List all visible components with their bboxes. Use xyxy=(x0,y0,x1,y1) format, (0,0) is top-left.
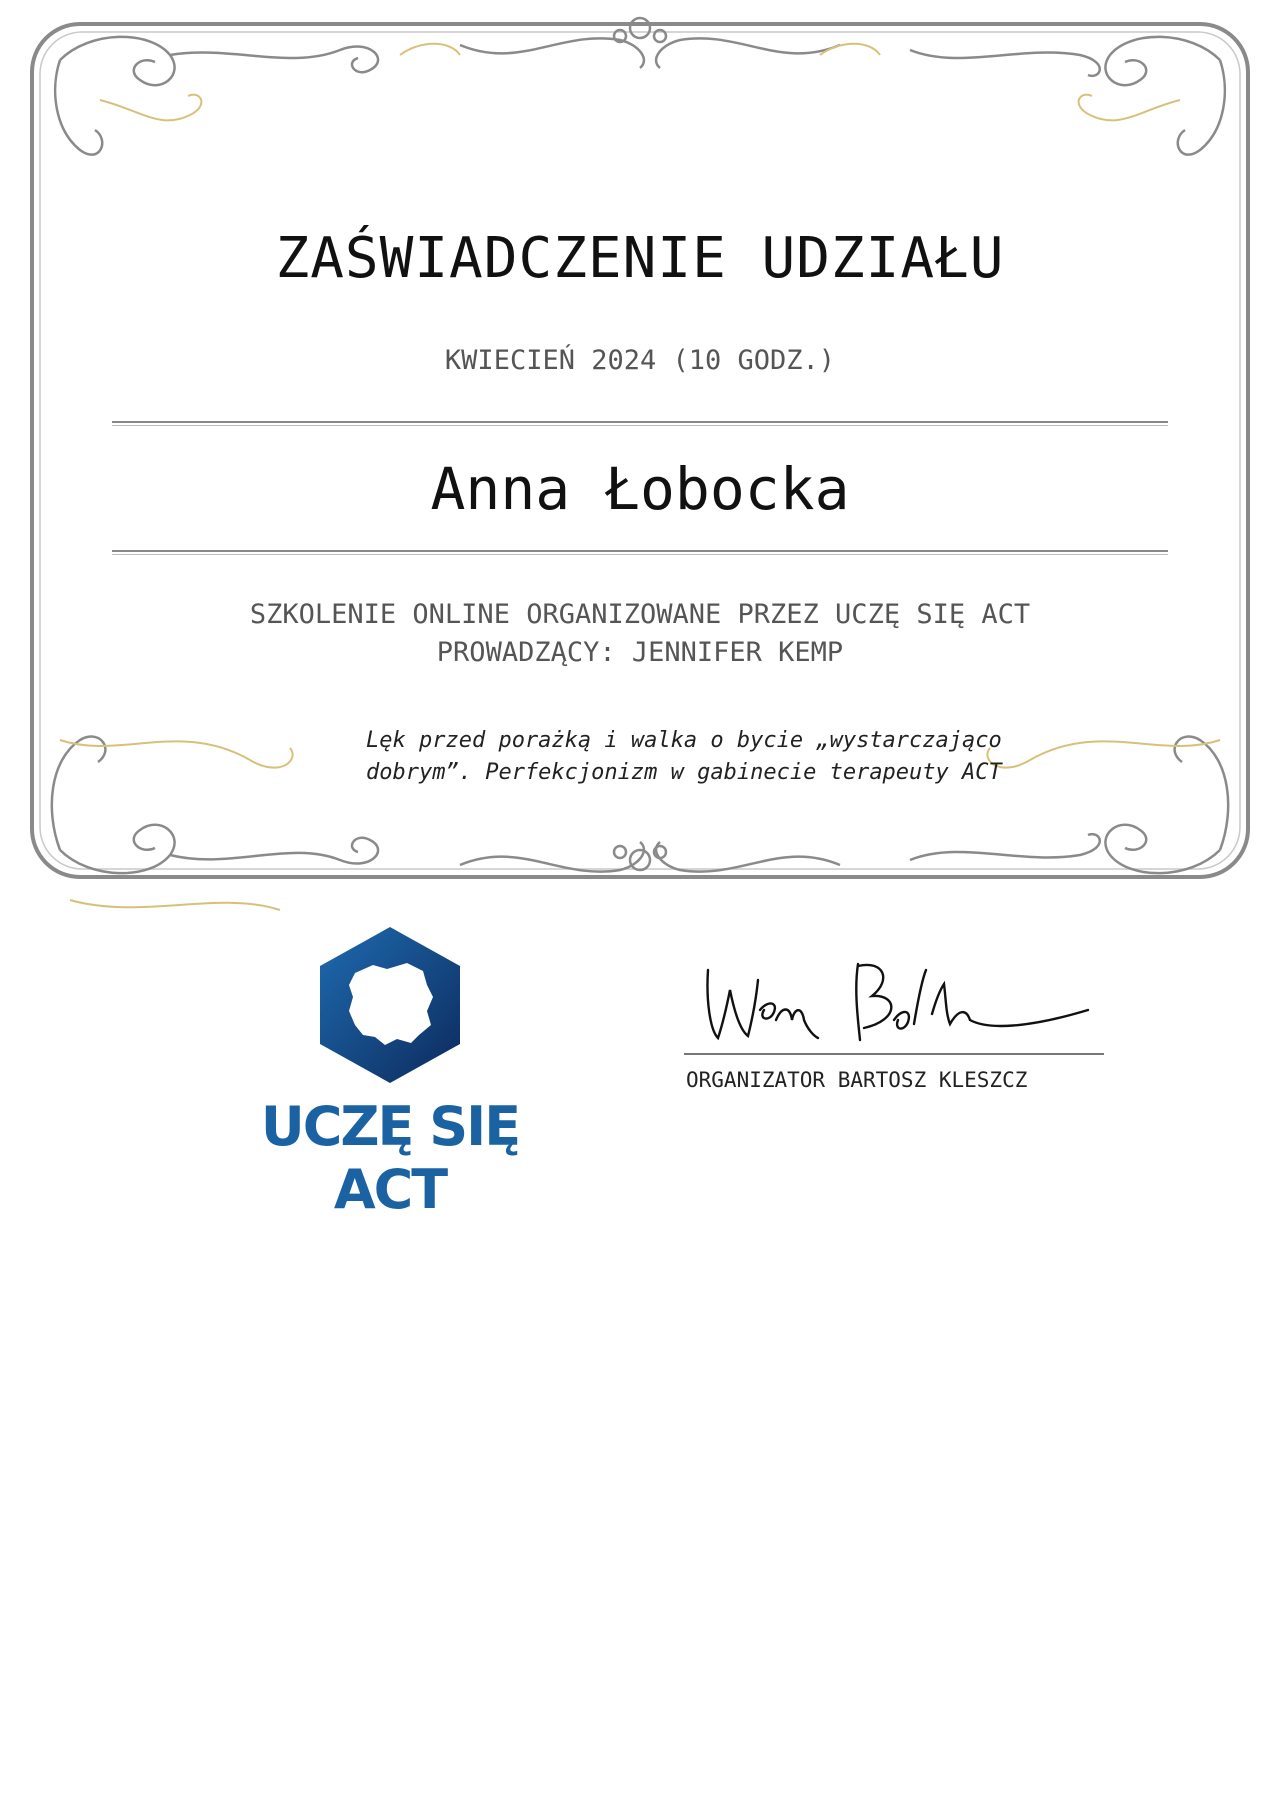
divider-bottom xyxy=(112,550,1168,555)
training-info xyxy=(0,596,1280,672)
handwritten-signature xyxy=(688,950,1108,1060)
signature-line xyxy=(684,1053,1104,1055)
certificate-title: ZAŚWIADCZENIE UDZIAŁU xyxy=(275,226,1005,291)
training-organizer-line: SZKOLENIE ONLINE ORGANIZOWANE PRZEZ UCZĘ SIĘ ACT xyxy=(249,599,1031,630)
course-title-line-1: Lęk przed porażką i walka o bycie „wystarczająco xyxy=(366,728,1002,753)
course-title-line-2: dobrym”. Perfekcjonizm w gabinecie terapeuty ACT xyxy=(366,760,1002,785)
poland-map-hexagon-icon xyxy=(315,925,465,1085)
divider-top xyxy=(112,421,1168,426)
certificate-date-hours: KWIECIEŃ 2024 (10 GODZ.) xyxy=(444,345,836,376)
organizer-label: ORGANIZATOR BARTOSZ KLESZCZ xyxy=(686,1068,1028,1092)
logo-wordmark: UCZĘ SIĘ ACT xyxy=(260,1095,520,1221)
recipient-name: Anna Łobocka xyxy=(430,455,850,523)
training-instructor-line: PROWADZĄCY: JENNIFER KEMP xyxy=(436,637,844,668)
signature-block xyxy=(680,950,1120,1110)
ucze-sie-act-logo xyxy=(220,925,560,1221)
course-title xyxy=(366,725,1086,789)
